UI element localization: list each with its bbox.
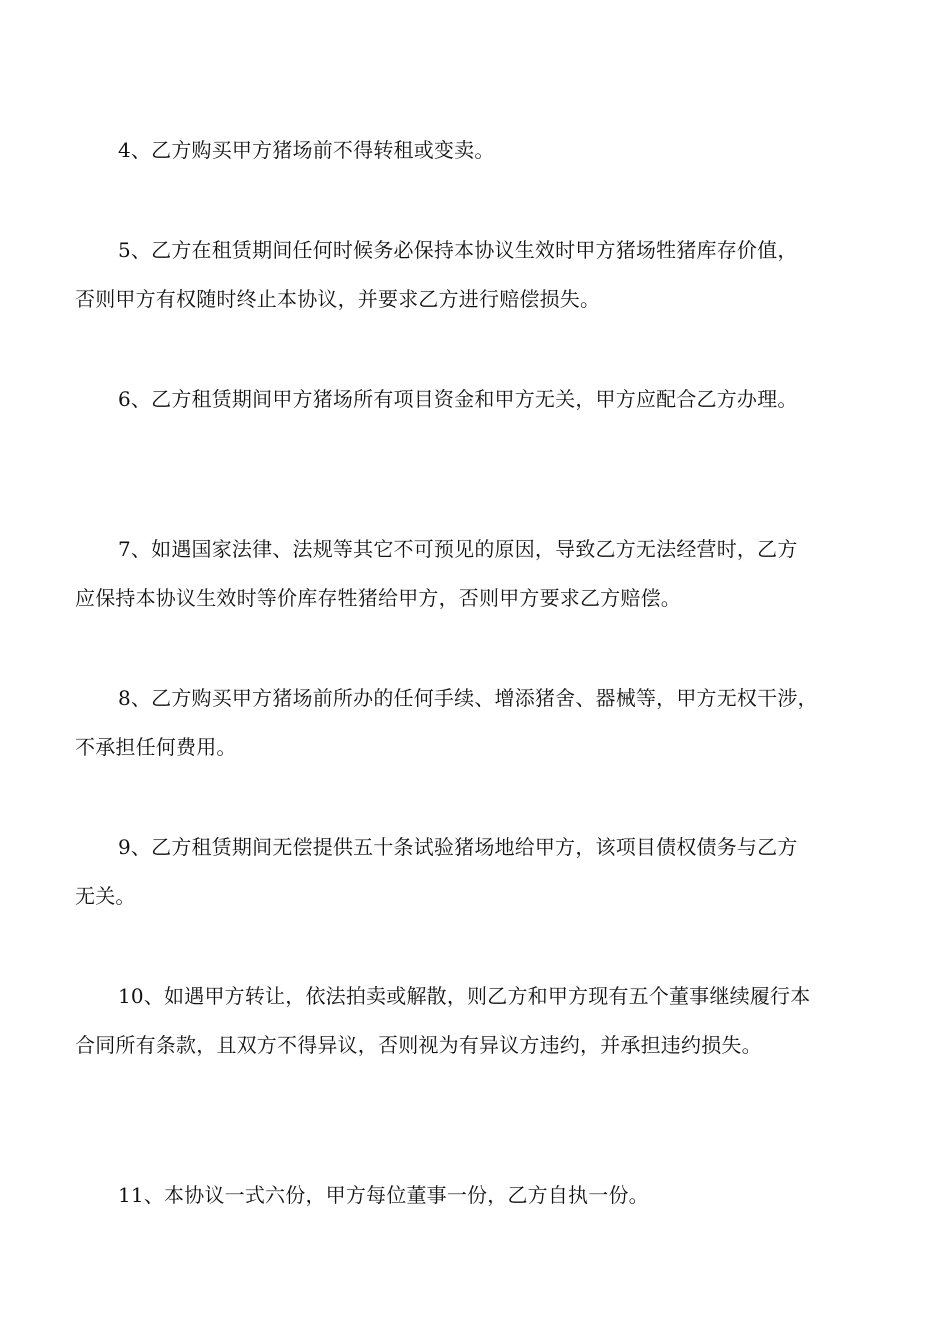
clause-line: 应保持本协议生效时等价库存牲猪给甲方，否则甲方要求乙方赔偿。 — [75, 586, 681, 610]
clause-5 — [75, 226, 895, 324]
clause-11 — [75, 1171, 895, 1220]
clause-8 — [75, 674, 895, 772]
clause-4 — [75, 126, 895, 175]
clause-line: 不承担任何费用。 — [75, 735, 237, 759]
clause-9 — [75, 823, 895, 921]
clause-line: 5、乙方在租赁期间任何时候务必保持本协议生效时甲方猪场牲猪库存价值， — [118, 238, 798, 262]
clause-line: 8、乙方购买甲方猪场前所办的任何手续、增添猪舍、器械等，甲方无权干涉， — [118, 686, 818, 710]
clause-line: 否则甲方有权随时终止本协议，并要求乙方进行赔偿损失。 — [75, 287, 601, 311]
clause-line: 10、如遇甲方转让，依法拍卖或解散，则乙方和甲方现有五个董事继续履行本 — [118, 984, 811, 1008]
clause-line: 11、本协议一式六份，甲方每位董事一份，乙方自执一份。 — [118, 1183, 649, 1207]
clause-line: 7、如遇国家法律、法规等其它不可预见的原因，导致乙方无法经营时，乙方 — [118, 537, 798, 561]
clause-line: 无关。 — [75, 884, 136, 908]
clause-line: 4、乙方购买甲方猪场前不得转租或变卖。 — [118, 138, 495, 162]
clause-line: 9、乙方租赁期间无偿提供五十条试验猪场地给甲方，该项目债权债务与乙方 — [118, 835, 798, 859]
clause-6 — [75, 375, 895, 424]
clause-line: 6、乙方租赁期间甲方猪场所有项目资金和甲方无关，甲方应配合乙方办理。 — [118, 387, 798, 411]
clause-7 — [75, 525, 895, 623]
clause-line: 合同所有条款，且双方不得异议，否则视为有异议方违约，并承担违约损失。 — [75, 1033, 762, 1057]
clause-10 — [75, 972, 895, 1070]
